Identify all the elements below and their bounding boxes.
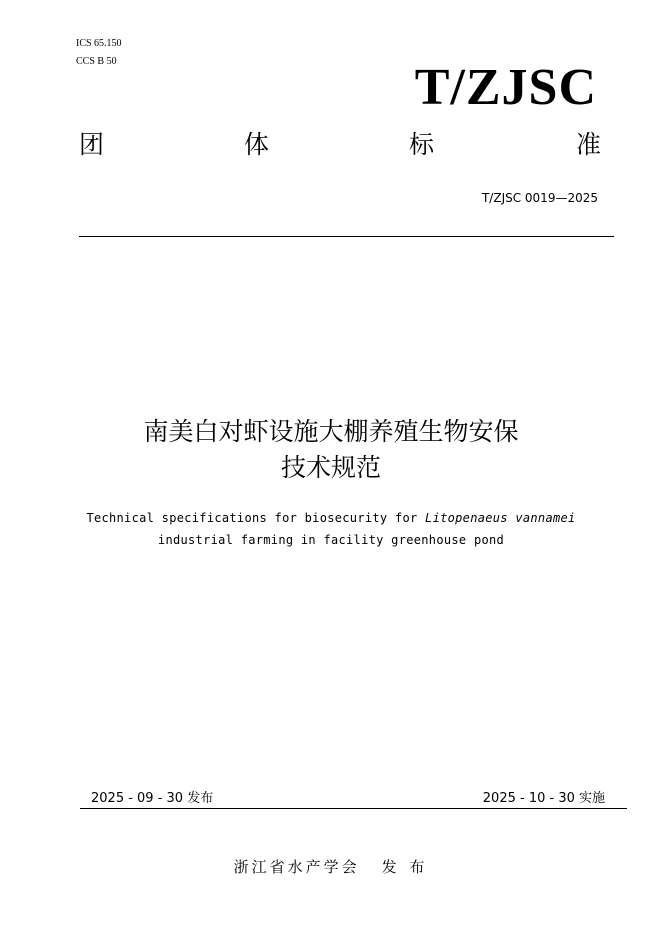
standard-logo: T/ZJSC [414, 59, 597, 116]
publisher-action: 发 布 [381, 858, 429, 876]
publisher-organization: 浙江省水产学会 [233, 858, 360, 876]
standard-number: T/ZJSC 0019—2025 [481, 191, 598, 205]
issue-date: 2025 - 09 - 30 发布 [91, 791, 214, 806]
ccs-code: CCS B 50 [76, 56, 117, 67]
ics-code: ICS 65.150 [76, 38, 122, 49]
species-name: Litopenaeus vannamei [425, 511, 576, 525]
document-type-char: 准 [576, 130, 602, 159]
document-type-char: 标 [409, 130, 435, 159]
top-divider [79, 236, 614, 237]
chinese-title-line-1: 南美白对虾设施大棚养殖生物安保 [143, 417, 519, 446]
english-title-line-2: industrial farming in facility greenhouse pond [157, 533, 505, 547]
publisher-line [0, 857, 662, 877]
english-title-prefix: Technical specifications for biosecurity for [86, 511, 426, 525]
chinese-title-line-2: 技术规范 [280, 453, 381, 482]
implementation-date: 2025 - 10 - 30 实施 [482, 791, 605, 806]
document-type-char: 团 [79, 130, 105, 159]
document-type-char: 体 [244, 130, 270, 159]
english-title-line-1 [0, 509, 662, 527]
bottom-divider [80, 808, 627, 809]
